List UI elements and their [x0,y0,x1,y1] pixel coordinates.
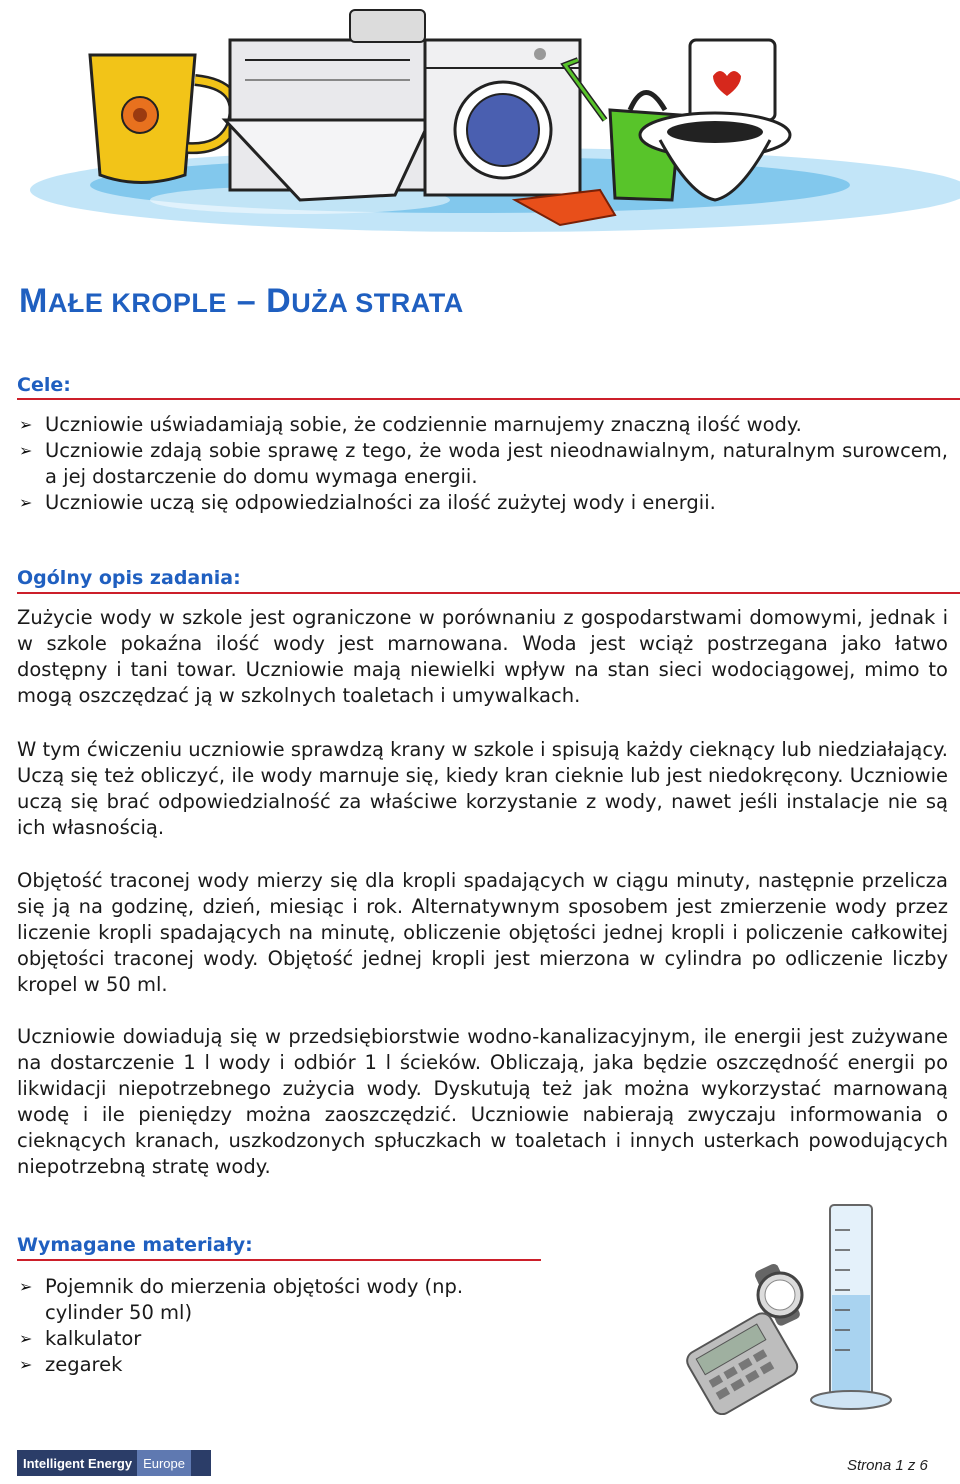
overview-divider [17,592,960,594]
arrowhead-bullet-icon: ➢ [19,1277,33,1296]
goals-heading: Cele: [17,374,71,396]
material-item: ➢ kalkulator [19,1327,142,1350]
arrowhead-bullet-icon: ➢ [19,415,33,434]
measuring-tools-illustration [680,1200,950,1415]
goals-divider [17,398,960,400]
page-title: MAŁE KROPLE – DUŻA STRATA [19,282,464,320]
material-item: ➢ zegarek [19,1353,123,1376]
goal-item: ➢ Uczniowie uświadamiają sobie, że codziennie marnujemy znaczną ilość wody. [19,413,802,436]
overview-paragraph: Zużycie wody w szkole jest ograniczone w porównaniu z gospodarstwami domowymi, jednak i w szkole pokaźna ilość wody jest marnowana. Woda jest wciąż postrzegana jako łatwo dostępny i tani towar. Uczniowie mają niewielki wpływ na stan sieci wodociągowej, mimo to mogą oszczędzać ją w szkolnych toaletach i umywalkach. [17,606,948,707]
intelligent-energy-europe-logo: Intelligent Energy Europe [17,1450,211,1476]
arrowhead-bullet-icon: ➢ [19,493,33,512]
materials-heading: Wymagane materiały: [17,1234,253,1256]
overview-heading: Ogólny opis zadania: [17,567,241,589]
materials-divider [17,1259,541,1261]
material-item: ➢ Pojemnik do mierzenia objętości wody (np. cylinder 50 ml) [19,1275,464,1324]
household-appliances-illustration [0,0,960,250]
arrowhead-bullet-icon: ➢ [19,1329,33,1348]
goals-list [17,412,948,516]
arrowhead-bullet-icon: ➢ [19,1355,33,1374]
goal-item: ➢ Uczniowie uczą się odpowiedzialności za ilość zużytej wody i energii. [19,491,716,514]
goal-item: ➢ Uczniowie zdają sobie sprawę z tego, że woda jest nieodnawialnym, naturalnym surowcem, a jej dostarczenie do domu wymaga energii. [19,439,948,488]
overview-paragraph: W tym ćwiczeniu uczniowie sprawdzą krany w szkole i spisują każdy cieknący lub niedziałający. Uczą się też obliczyć, ile wody marnuje się, kiedy kran cieknie lub jest niedokręcony. Uczniowie uczą się brać odpowiedzialność za właściwe korzystanie z wody, nawet jeśli instalacje nie są ich własnością. [17,738,948,839]
arrowhead-bullet-icon: ➢ [19,441,33,460]
overview-paragraph: Uczniowie dowiadują się w przedsiębiorstwie wodno-kanalizacyjnym, ile energii jest zużywane na dostarczenie 1 l wody i odbiór 1 l ścieków. Obliczają, jaka będzie oszczędność energii po likwidacji niepotrzebnego zużycia wody. Dyskutują też jak można wykorzystać marnowaną wodę i ile pieniędzy można zaoszczędzić. Uczniowie nabierają zwyczaju informowania o cieknących kranach, uszkodzonych spłuczkach w toaletach i innych usterkach powodujących niepotrzebną stratę wody. [17,1025,948,1178]
overview-paragraph: Objętość traconej wody mierzy się dla kropli spadających w ciągu minuty, następnie przelicza się ją na godzinę, dzień, miesiąc i rok. Alternatywnym sposobem jest zmierzenie wody przez liczenie kropli spadających na minutę, obliczenie objętości jednej kropli i policzenie całkowitej objętości traconej wody. Objętość jednej kropli jest mierzona w cylindra po odliczenie liczby kropel w 50 ml. [17,869,948,996]
materials-list [17,1274,517,1378]
page-number: Strona 1 z 6 [847,1457,928,1474]
